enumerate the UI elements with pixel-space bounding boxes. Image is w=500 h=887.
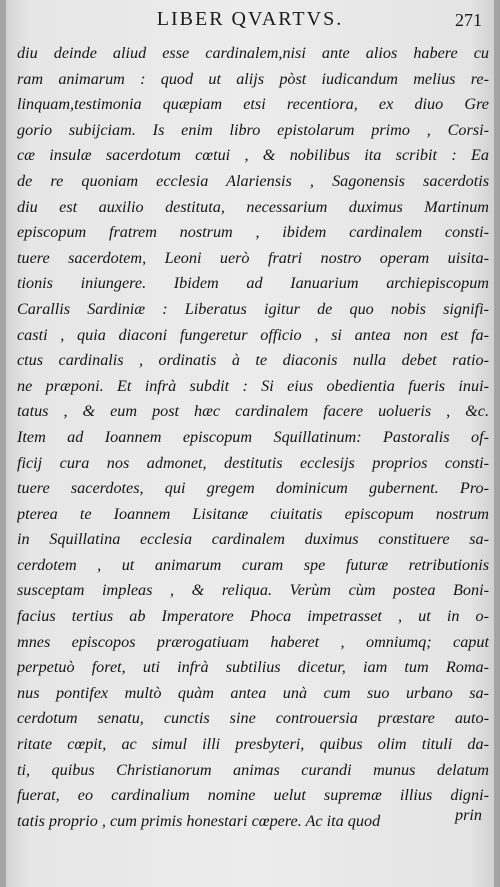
text-line: tatus , & eum post hæc cardinalem facere uolueris , &c.: [17, 402, 489, 421]
text-line: diu est auxilio destituta, necessarium duximus Martinum: [17, 197, 489, 216]
page-header: [0, 8, 500, 36]
text-line: tatis proprio , cum primis honestari cœpere. Ac ita quod: [17, 811, 381, 830]
text-line: linquam,testimonia quæpiam etsi recentiora, ex diuo Gre: [17, 95, 489, 114]
text-line: ne præponi. Et infrà subdit : Si eius obedientia fueris inui-: [17, 376, 489, 395]
text-line: in Squillatina ecclesia cardinalem duximus constituere sa-: [17, 530, 489, 549]
text-line: mnes episcopos prærogatiuam haberet , omniumq; caput: [17, 632, 489, 651]
body-text: [17, 41, 489, 834]
text-line: cerdotum senatu, cunctis sine controuersia præstare auto-: [17, 709, 489, 728]
text-line: ctus cardinalis , ordinatis à te diaconis nulla debet ratio-: [17, 351, 489, 370]
text-line: nus pontifex multò quàm antea unà cum suo urbano sa-: [17, 683, 489, 702]
text-line: susceptam impleas , & reliqua. Verùm cùm postea Boni-: [17, 581, 489, 600]
text-line: casti , quia diaconi fungeretur officio , si antea non est fa-: [17, 325, 489, 344]
text-line: episcopum fratrem nostrum , ibidem cardinalem consti-: [17, 223, 489, 242]
text-line: fuerat, eo cardinalium nomine uelut supremæ illius digni-: [17, 786, 489, 805]
running-title: LIBER QVARTVS.: [156, 8, 344, 30]
text-line: tuere sacerdotem, Leoni uerò fratri nostro operam uisita-: [17, 248, 489, 267]
left-page-edge: [0, 0, 6, 887]
text-line: ficij cura nos admonet, destitutis ecclesijs proprios consti-: [17, 453, 489, 472]
text-line: Item ad Ioannem episcopum Squillatinum: Pastoralis of-: [17, 427, 489, 446]
text-line: ram animarum : quod ut alijs pòst iudicandum melius re-: [17, 69, 489, 88]
text-line: perpetuò foret, uti infrà subtilius dicetur, iam tum Roma-: [17, 658, 489, 677]
text-line: diu deinde aliud esse cardinalem,nisi ante alios habere cu: [17, 44, 489, 62]
text-line: gorio subijciam. Is enim libro epistolarum primo , Corsi-: [17, 120, 489, 139]
text-line: Carallis Sardiniæ : Liberatus igitur de quo nobis signifi-: [17, 299, 489, 318]
right-page-edge: [494, 0, 500, 887]
text-line: tuere sacerdotes, qui gregem dominicum gubernent. Pro-: [17, 479, 489, 498]
text-line: cæ insulæ sacerdotum cœtui , & nobilibus ita scribit : Ea: [17, 146, 489, 165]
page-number: 271: [455, 10, 482, 30]
text-line: ti, quibus Christianorum animas curandi munus delatum: [17, 760, 489, 779]
text-line: ritate cœpit, ac simul illi presbyteri, quibus olim tituli da-: [17, 735, 489, 754]
text-line: tionis iniungere. Ibidem ad Ianuarium archiepiscopum: [17, 274, 489, 293]
text-line: pterea te Ioannem Lisitanæ ciuitatis episcopum nostrum: [17, 504, 489, 523]
text-line: cerdotem , ut animarum curam spe futuræ retributionis: [17, 555, 489, 574]
catchword: prin: [455, 806, 482, 824]
text-line: facius tertius ab Imperatore Phoca impetrasset , ut in o-: [17, 607, 489, 626]
text-line: de re quoniam ecclesia Alariensis , Sagonensis sacerdotis: [17, 171, 489, 190]
